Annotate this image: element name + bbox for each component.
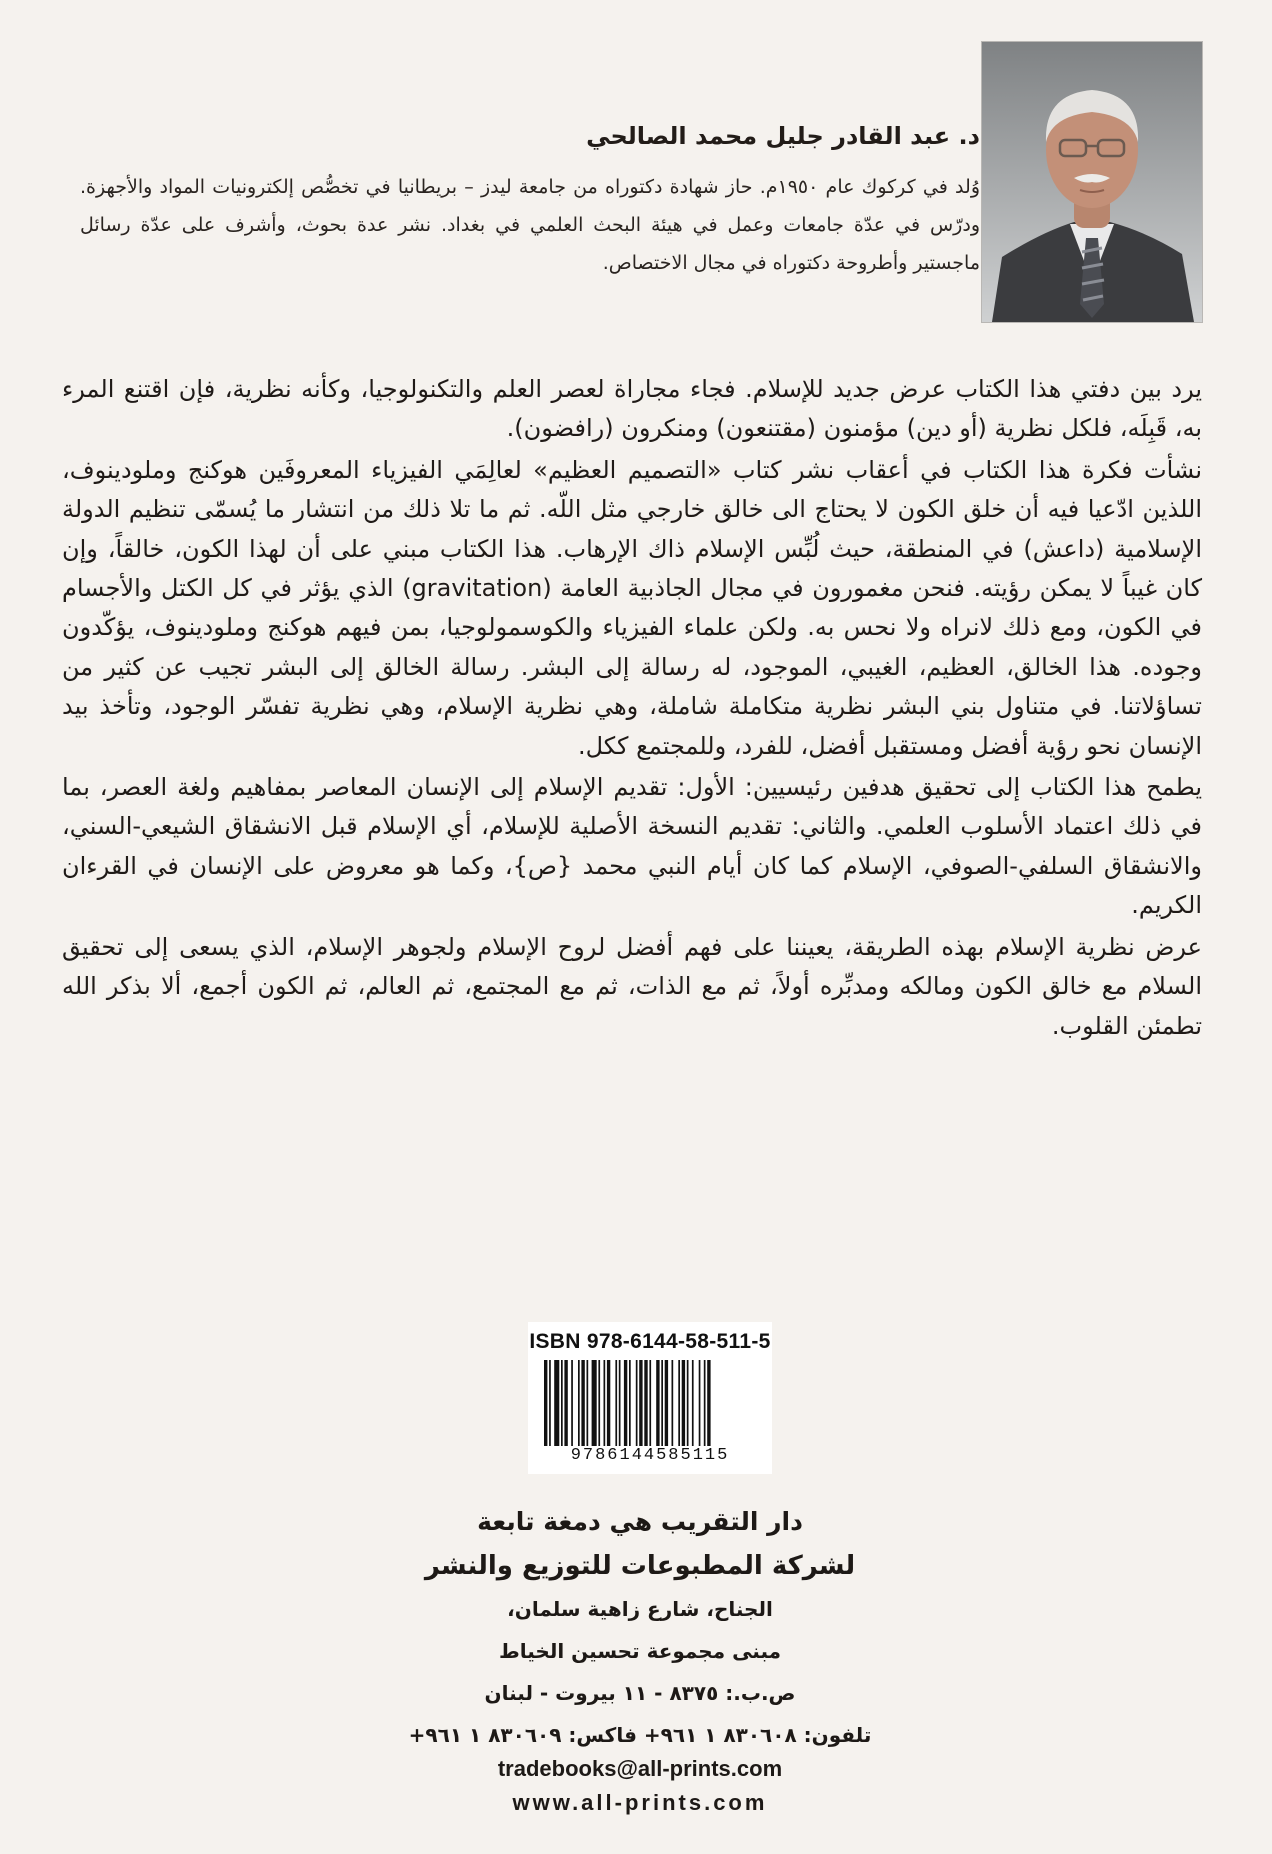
publisher-address-building: مبنى مجموعة تحسين الخياط (498, 1639, 782, 1663)
barcode-digits: 9786144585115 (570, 1446, 730, 1465)
book-description (62, 370, 1202, 1048)
barcode-bars-icon (544, 1360, 756, 1446)
publisher-po-box: ص.ب.: ٨٣٧٥ - ١١ بيروت - لبنان (484, 1681, 796, 1705)
publisher-info (380, 1500, 900, 1756)
author-portrait-illustration (982, 42, 1202, 322)
description-paragraph-2-part-a: نشأت فكرة هذا الكتاب في أعقاب نشر كتاب «التصميم العظيم» لعالِمَي الفيزياء المعروفَين هوكنج وملودينوف، اللذين ادّعيا فيه أن خلق الكون لا يحتاج الى خالق خارجي مثل اللّه. ثم ما تلا ذلك من انتشار ما يُسمّى تنظيم الدولة الإسلامية (داعش) في المنطقة، حيث لُبِّس الإسلام ذاك الإرهاب. هذا الكتاب مبني على أن لهذا الكون، خالقاً، وإن كان غيباً لا يمكن رؤيته. فنحن مغمورون في مجال الجاذبية العامة (62, 455, 1202, 603)
author-bio: وُلد في كركوك عام ١٩٥٠م. حاز شهادة دكتوراه من جامعة ليدز – بريطانيا في تخصُّص إلكترونيات المواد والأجهزة. ودرّس في عدّة جامعات وعمل في هيئة البحث العلمي في بغداد. نشر عدة بحوث، وأشرف على عدّة رسائل ماجستير وأطروحة دكتوراه في مجال الاختصاص. (80, 176, 980, 274)
gravitation-term: (gravitation) (402, 574, 552, 603)
description-paragraph-1: يرد بين دفتي هذا الكتاب عرض جديد للإسلام. فجاء مجاراة لعصر العلم والتكنولوجيا، وكأنه نظرية، فإن اقتنع المرء به، قَبِلَه، فلكل نظرية (أو دين) مؤمنون (مقتنعون) ومنكرون (رافضون). (62, 375, 1202, 443)
publisher-website: www.all-prints.com (512, 1790, 768, 1815)
description-paragraph-3: يطمح هذا الكتاب إلى تحقيق هدفين رئيسيين: الأول: تقديم الإسلام إلى الإنسان المعاصر بمفاهيم ولغة العصر، بما في ذلك اعتماد الأسلوب العلمي. والثاني: تقديم النسخة الأصلية للإسلام، أي الإسلام قبل الانشقاق الشيعي-السني، والانشقاق السلفي-الصوفي، الإسلام كما كان أيام النبي محمد {ص}، وكما هو معروض على الإنسان في القرءان الكريم. (62, 773, 1202, 920)
author-photo (982, 42, 1202, 322)
description-paragraph-2 (62, 451, 1202, 766)
publisher-email: tradebooks@all-prints.com (497, 1756, 783, 1781)
publisher-phone-fax: تلفون: ٨٣٠٦٠٨ ١ ٩٦١+ فاكس: ٨٣٠٦٠٩ ١ ٩٦١+ (408, 1723, 872, 1747)
description-paragraph-4: عرض نظرية الإسلام بهذه الطريقة، يعيننا على فهم أفضل لروح الإسلام ولجوهر الإسلام، الذي يسعى إلى تحقيق السلام مع خالق الكون ومالكه ومدبِّره أولاً، ثم مع الذات، ثم مع المجتمع، ثم العالم، ثم الكون أجمع، ألا بذكر الله تطمئن القلوب. (62, 932, 1202, 1040)
publisher-line-1: دار التقريب هي دمغة تابعة (477, 1507, 803, 1536)
isbn-barcode (528, 1322, 772, 1474)
publisher-address-street: الجناح، شارع زاهية سلمان، (507, 1597, 773, 1621)
author-name: د. عبد القادر جليل محمد الصالحي (586, 122, 980, 150)
publisher-line-2: لشركة المطبوعات للتوزيع والنشر (424, 1551, 856, 1581)
isbn-label: ISBN 978-6144-58-511-5 (529, 1330, 771, 1353)
description-paragraph-2-part-b: الذي يؤثر في كل الكتل والأجسام في الكون، ومع ذلك لانراه ولا نحس به. ولكن علماء الفيزياء والكوسمولوجيا، بمن فيهم هوكنج وملودينوف، يؤكّدون وجوده. هذا الخالق، العظيم، الغيبي، الموجود، له رسالة إلى البشر. رسالة الخالق إلى البشر تجيب عن كثير من تساؤلاتنا. في متناول بني البشر نظرية متكاملة شاملة، وهي نظرية الإسلام، وهي نظرية تفسّر الوجود، وتأخذ بيد الإنسان نحو رؤية أفضل ومستقبل أفضل، للفرد، وللمجتمع ككل. (62, 574, 1202, 760)
